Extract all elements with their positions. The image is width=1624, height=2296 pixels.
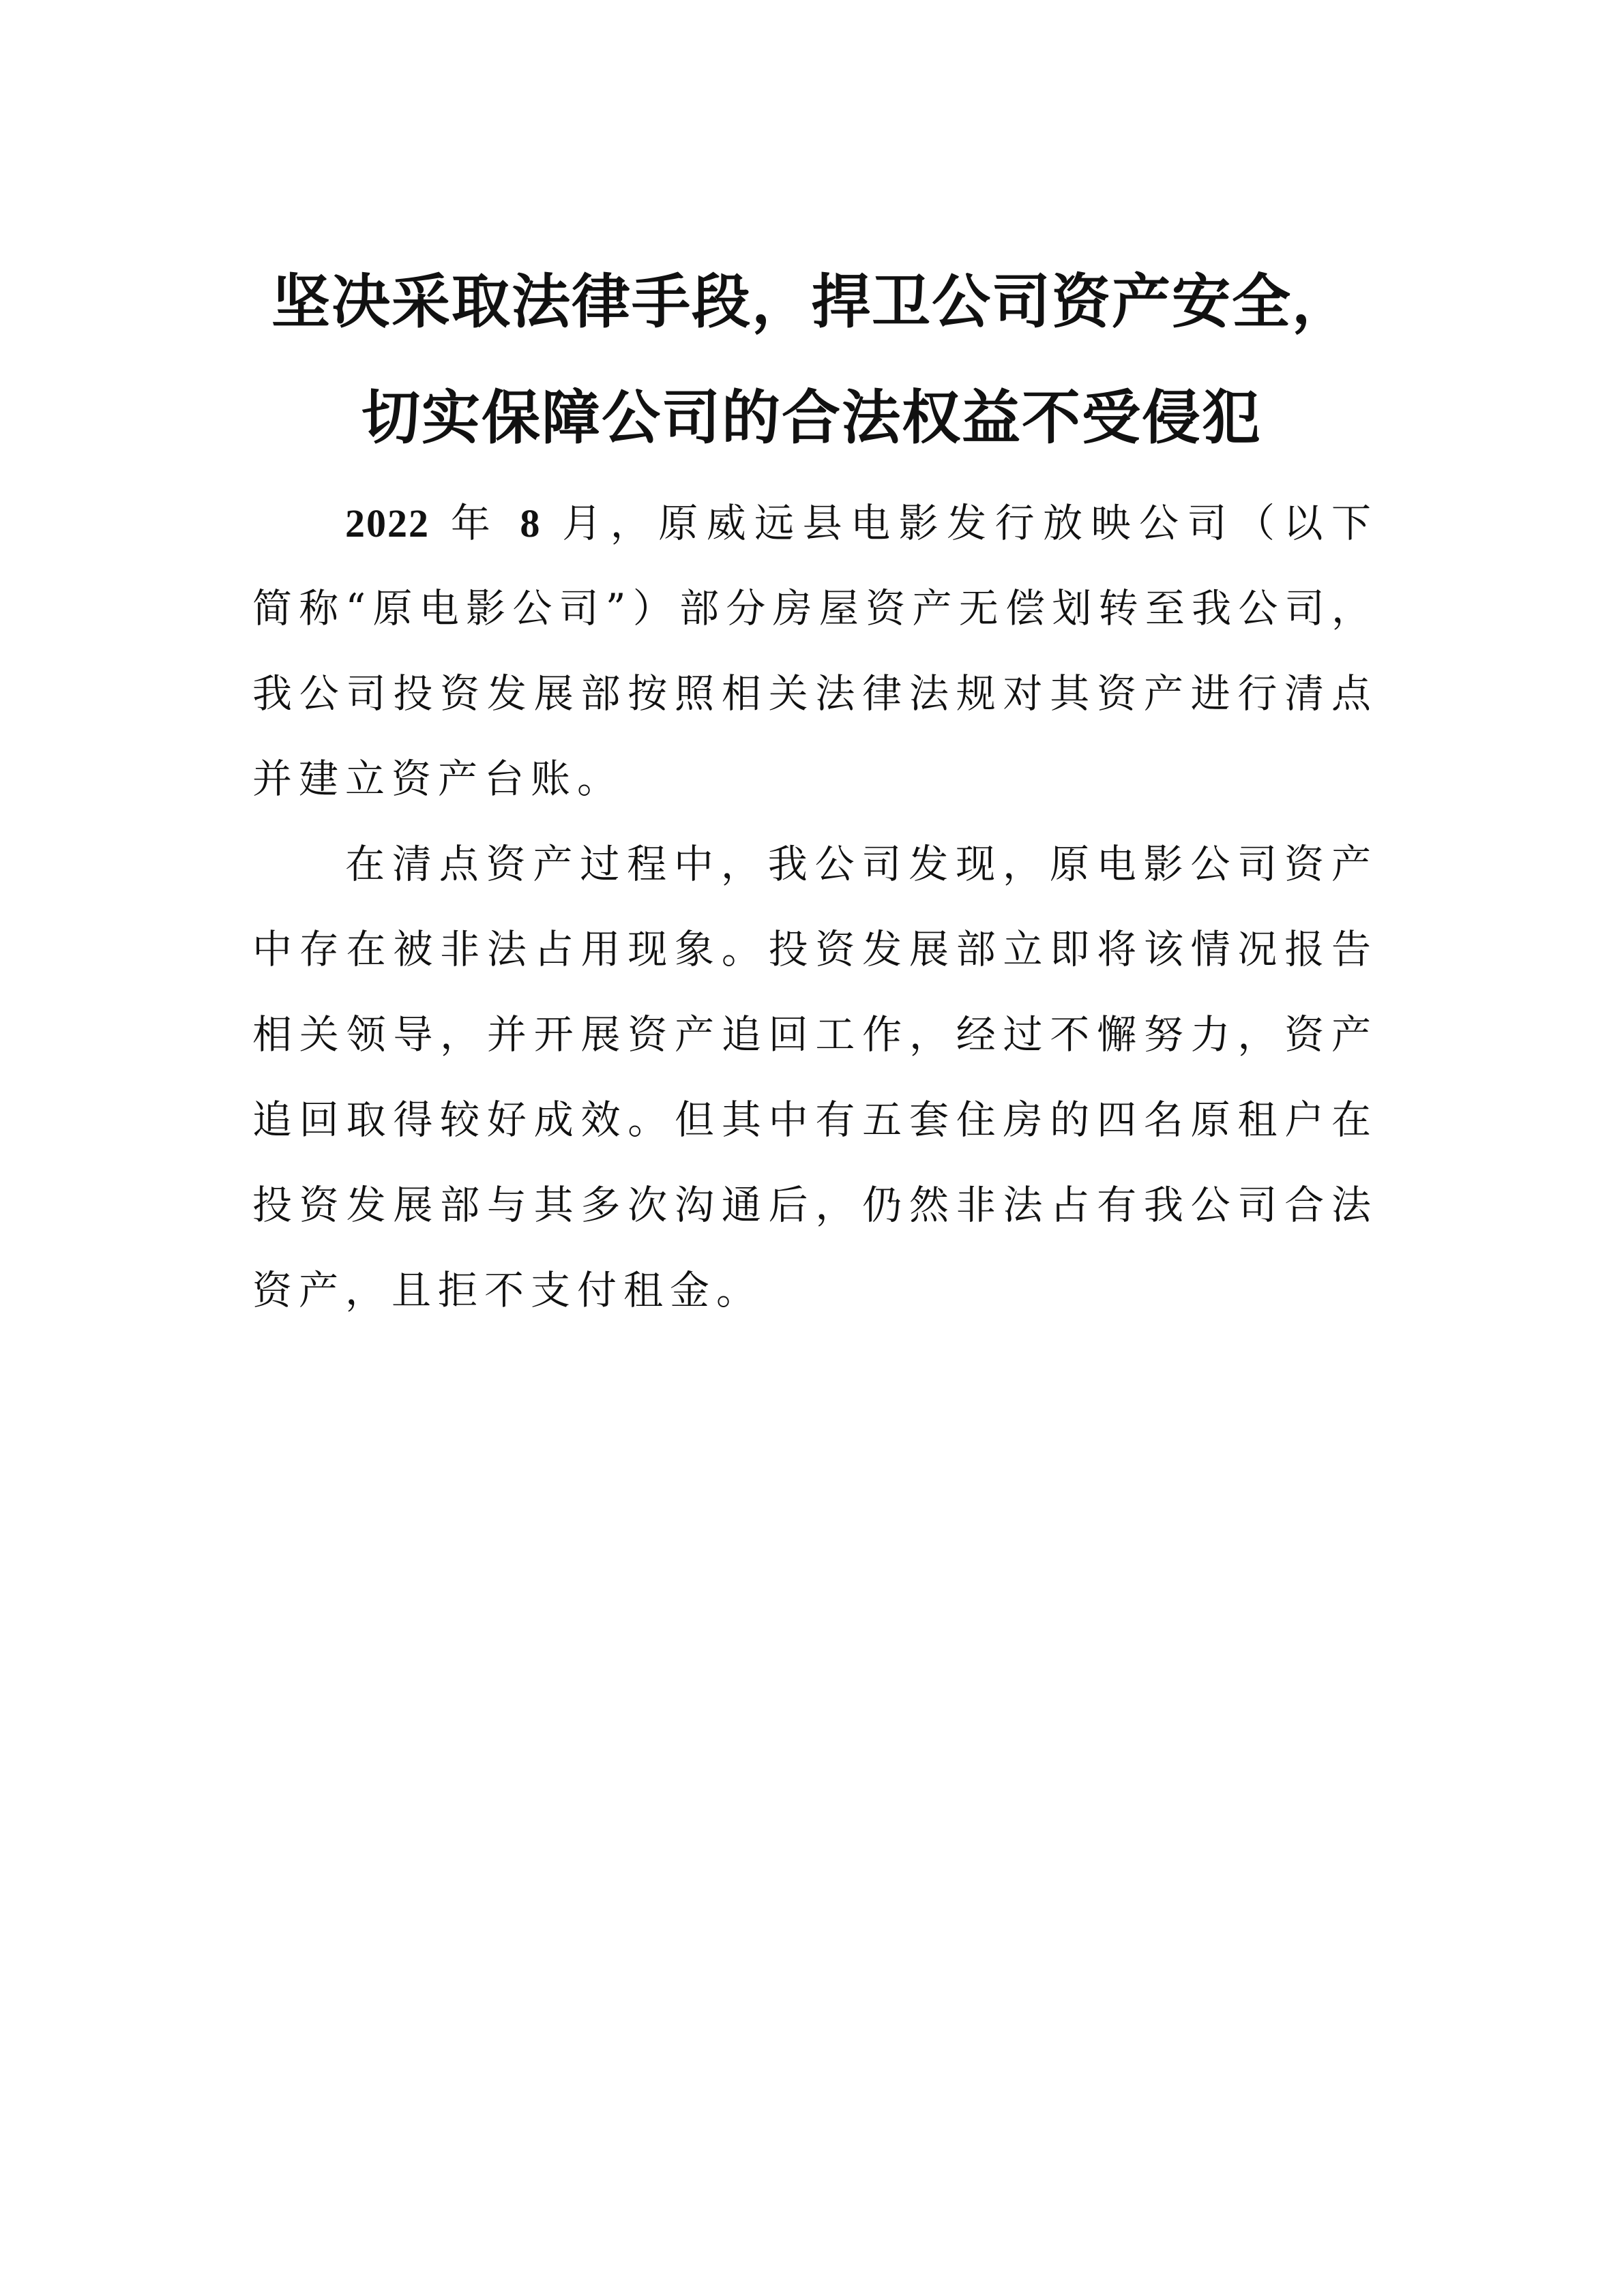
document-body: [252, 481, 1378, 1333]
paragraph-1-text: 月，原威远县电影发行放映公司（以下简称“原电影公司”）部分房屋资产无偿划转至我公司，我公司投资发展部按照相关法律法规对其资产进行清点并建立资产台账。: [252, 500, 1378, 802]
paragraph-1: [252, 481, 1378, 822]
title-line-2: 切实保障公司的合法权益不受侵犯: [361, 383, 1262, 452]
month-number: 8: [520, 501, 542, 546]
year-number: 2022: [345, 501, 430, 546]
title-line-1: 坚决采取法律手段，捍卫公司资产安全，: [271, 267, 1352, 336]
document-title: [205, 244, 1419, 476]
paragraph-2: [252, 822, 1378, 1333]
paragraph-2-text: 在清点资产过程中，我公司发现，原电影公司资产中存在被非法占用现象。投资发展部立即将该情况报告相关领导，并开展资产追回工作，经过不懈努力，资产追回取得较好成效。但其中有五套住房的四名原租户在投资发展部与其多次沟通后，仍然非法占有我公司合法资产，且拒不支付租金。: [252, 841, 1378, 1313]
year-suffix: 年: [430, 500, 520, 546]
